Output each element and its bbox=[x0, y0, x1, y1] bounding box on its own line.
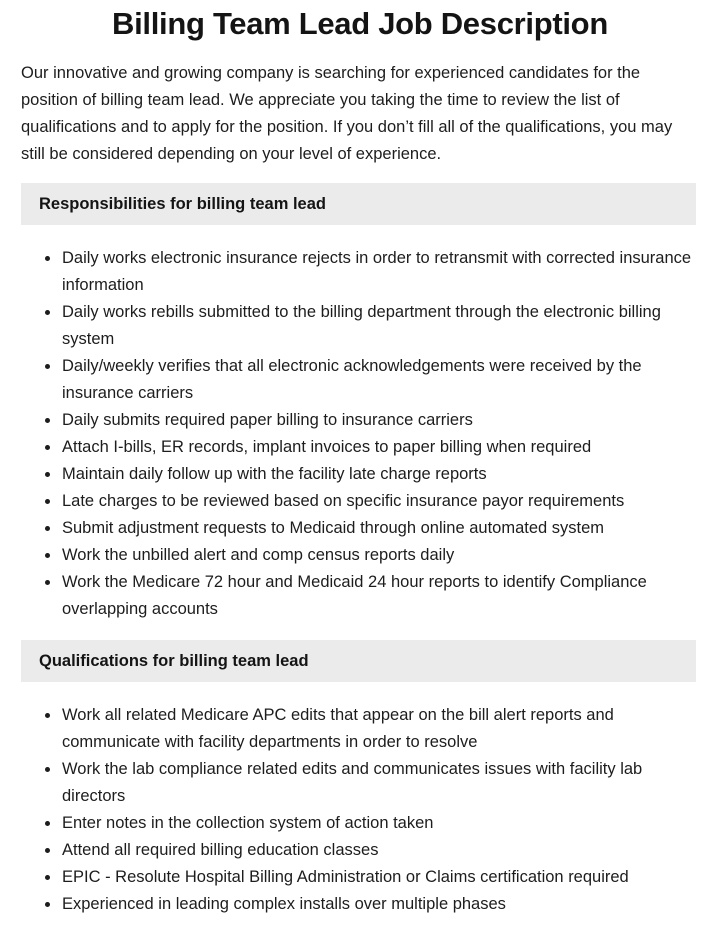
responsibilities-list bbox=[21, 245, 699, 623]
list-item: EPIC - Resolute Hospital Billing Administration or Claims certification required bbox=[21, 864, 699, 891]
list-item: Daily works rebills submitted to the billing department through the electronic billing system bbox=[21, 299, 699, 353]
list-item: Attend all required billing education classes bbox=[21, 837, 699, 864]
list-item: Daily submits required paper billing to insurance carriers bbox=[21, 407, 699, 434]
intro-paragraph: Our innovative and growing company is searching for experienced candidates for the position of billing team lead. We appreciate you taking the time to review the list of qualifications and to apply for the position. If you don’t fill all of the qualifications, you may still be considered depending on your level of experience. bbox=[21, 64, 673, 163]
list-item: Daily works electronic insurance rejects in order to retransmit with corrected insurance information bbox=[21, 245, 699, 299]
list-item: Daily/weekly verifies that all electronic acknowledgements were received by the insurance carriers bbox=[21, 353, 699, 407]
list-item: Attach I-bills, ER records, implant invoices to paper billing when required bbox=[21, 434, 699, 461]
list-item: Maintain daily follow up with the facility late charge reports bbox=[21, 461, 699, 488]
section-header-responsibilities bbox=[21, 183, 696, 225]
section-qualifications bbox=[0, 640, 720, 918]
list-item: Work the Medicare 72 hour and Medicaid 24 hour reports to identify Compliance overlapping accounts bbox=[21, 569, 699, 623]
qualifications-heading: Qualifications for billing team lead bbox=[39, 651, 309, 670]
qualifications-list bbox=[21, 702, 699, 918]
list-item: Late charges to be reviewed based on specific insurance payor requirements bbox=[21, 488, 699, 515]
list-item: Work the lab compliance related edits and communicates issues with facility lab directors bbox=[21, 756, 699, 810]
list-item: Submit adjustment requests to Medicaid through online automated system bbox=[21, 515, 699, 542]
section-responsibilities bbox=[0, 183, 720, 623]
page-title: Billing Team Lead Job Description bbox=[112, 6, 608, 41]
section-header-qualifications bbox=[21, 640, 696, 682]
responsibilities-heading: Responsibilities for billing team lead bbox=[39, 194, 326, 213]
list-item: Enter notes in the collection system of action taken bbox=[21, 810, 699, 837]
list-item: Work all related Medicare APC edits that appear on the bill alert reports and communicate with facility departments in order to resolve bbox=[21, 702, 699, 756]
list-item: Work the unbilled alert and comp census reports daily bbox=[21, 542, 699, 569]
list-item: Experienced in leading complex installs over multiple phases bbox=[21, 891, 699, 918]
